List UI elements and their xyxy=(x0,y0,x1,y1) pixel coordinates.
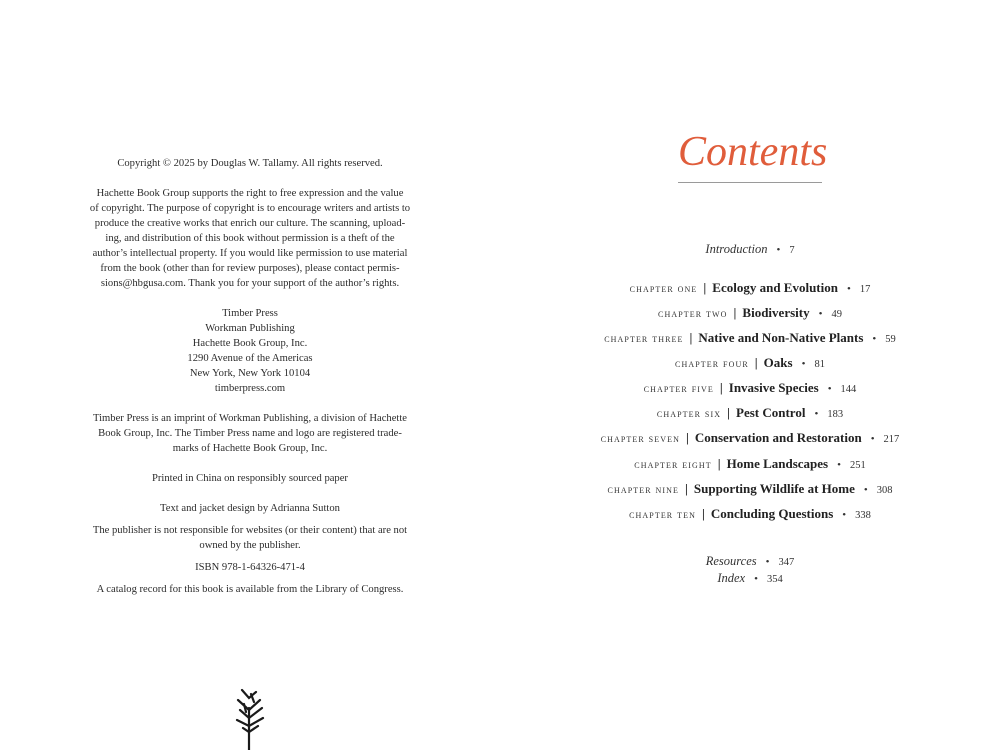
rights-line: sions@hbgusa.com. Thank you for your support of the author’s rights. xyxy=(100,278,400,289)
disclaimer-line: owned by the publisher. xyxy=(199,540,301,551)
chapter-label: chapter six xyxy=(656,408,722,420)
toc-page-number: 354 xyxy=(766,574,783,585)
toc-page-number: 59 xyxy=(885,334,896,345)
bullet-separator: • xyxy=(842,509,847,521)
toc-chapter[interactable] xyxy=(500,354,1000,374)
toc-page-number: 81 xyxy=(814,359,825,370)
bullet-separator: • xyxy=(863,484,868,496)
toc-chapter[interactable] xyxy=(500,404,1000,424)
bar-separator: | xyxy=(719,380,723,395)
address-line: New York, New York 10104 xyxy=(189,368,311,379)
address-line: 1290 Avenue of the Americas xyxy=(187,353,313,364)
rights-line: author’s intellectual property. If you would like permission to use material xyxy=(92,248,408,259)
address-line: Hachette Book Group, Inc. xyxy=(192,338,308,349)
chapter-title: Ecology and Evolution xyxy=(712,280,838,295)
address-line: Workman Publishing xyxy=(205,323,295,334)
bullet-separator: • xyxy=(827,383,832,395)
rights-paragraph xyxy=(85,186,415,291)
address-line: Timber Press xyxy=(222,308,278,319)
chapter-title: Pest Control xyxy=(736,405,806,420)
imprint-line: Timber Press is an imprint of Workman Publishing, a division of Hachette xyxy=(93,413,407,424)
toc-introduction[interactable] xyxy=(500,240,1000,260)
bullet-separator: • xyxy=(818,308,823,320)
bullet-separator: • xyxy=(801,358,806,370)
toc-page-number: 251 xyxy=(849,460,866,471)
toc-entry-title: Introduction xyxy=(705,242,768,256)
chapter-label: chapter one xyxy=(629,283,698,295)
rights-line: produce the creative works that enrich our culture. The scanning, upload- xyxy=(94,218,406,229)
rights-line: of copyright. The purpose of copyright is to encourage writers and artists to xyxy=(89,203,411,214)
printed-in: Printed in China on responsibly sourced paper xyxy=(152,473,348,484)
rights-line: Hachette Book Group supports the right to free expression and the value xyxy=(96,188,404,199)
bar-separator: | xyxy=(733,305,737,320)
toc-chapter[interactable] xyxy=(500,379,1000,399)
imprint-paragraph xyxy=(85,411,415,456)
bullet-separator: • xyxy=(837,459,841,471)
toc-chapter[interactable] xyxy=(500,480,1000,500)
chapter-label: chapter three xyxy=(604,333,684,345)
chapter-label: chapter ten xyxy=(629,509,696,521)
chapter-label: chapter five xyxy=(643,383,714,395)
chapter-title: Invasive Species xyxy=(728,380,819,395)
bullet-separator: • xyxy=(872,333,877,345)
chapter-title: Native and Non-Native Plants xyxy=(698,330,864,345)
chapter-label: chapter eight xyxy=(634,459,712,471)
toc-chapter[interactable] xyxy=(500,329,1000,349)
bar-separator: | xyxy=(701,506,705,521)
bar-separator: | xyxy=(685,430,689,445)
title-rule xyxy=(678,182,822,183)
isbn: ISBN 978-1-64326-471-4 xyxy=(195,562,305,573)
bar-separator: | xyxy=(717,456,721,471)
toc-chapter[interactable] xyxy=(500,279,1000,299)
chapter-label: chapter seven xyxy=(600,433,680,445)
bullet-separator: • xyxy=(846,283,851,295)
bullet-separator: • xyxy=(776,244,781,256)
toc-entry-title: Index xyxy=(717,571,746,585)
bar-separator: | xyxy=(689,330,693,345)
toc-page-number: 49 xyxy=(831,309,842,320)
bullet-separator: • xyxy=(870,433,875,445)
imprint-line: marks of Hachette Book Group, Inc. xyxy=(172,443,328,454)
bar-separator: | xyxy=(754,355,758,370)
rights-line: from the book (other than for review purposes), please contact permis- xyxy=(100,263,400,274)
chapter-title: Supporting Wildlife at Home xyxy=(693,481,855,496)
bullet-separator: • xyxy=(765,556,770,568)
publisher-disclaimer xyxy=(85,523,415,553)
contents-title: Contents xyxy=(678,129,828,175)
tree-ornament-icon xyxy=(232,688,268,750)
toc-page-number: 7 xyxy=(789,245,795,256)
chapter-title: Home Landscapes xyxy=(726,456,829,471)
toc-page-number: 17 xyxy=(859,284,871,295)
chapter-title: Conservation and Restoration xyxy=(694,430,862,445)
bullet-separator: • xyxy=(754,573,758,585)
design-credit: Text and jacket design by Adrianna Sutton xyxy=(160,503,340,514)
toc-page-number: 338 xyxy=(855,510,871,521)
bar-separator: | xyxy=(727,405,730,420)
chapter-title: Concluding Questions xyxy=(710,506,834,521)
toc-back-matter[interactable] xyxy=(500,569,1000,589)
chapter-title: Oaks xyxy=(763,355,793,370)
toc-chapter[interactable] xyxy=(500,304,1000,324)
toc-entry-title: Resources xyxy=(705,554,757,568)
chapter-label: chapter four xyxy=(675,358,749,370)
toc-page-number: 183 xyxy=(827,409,844,420)
toc-page-number: 144 xyxy=(840,384,857,395)
copyright-line: Copyright © 2025 by Douglas W. Tallamy. All rights reserved. xyxy=(117,158,383,169)
chapter-label: chapter nine xyxy=(607,484,680,496)
bar-separator: | xyxy=(685,481,688,496)
toc-page-number: 347 xyxy=(778,557,795,568)
catalog-record: A catalog record for this book is available from the Library of Congress. xyxy=(96,584,404,595)
contents-page xyxy=(500,0,1000,750)
toc-chapter[interactable] xyxy=(500,429,1000,449)
toc-page-number: 217 xyxy=(883,434,900,445)
rights-line: ing, and distribution of this book without permission is a theft of the xyxy=(105,233,395,244)
publisher-address xyxy=(85,306,415,396)
disclaimer-line: The publisher is not responsible for websites (or their content) that are not xyxy=(92,525,408,536)
bullet-separator: • xyxy=(814,408,819,420)
copyright-block xyxy=(85,156,415,604)
chapter-label: chapter two xyxy=(658,308,728,320)
toc-chapter[interactable] xyxy=(500,505,1000,525)
toc-page-number: 308 xyxy=(876,485,893,496)
imprint-line: Book Group, Inc. The Timber Press name and logo are registered trade- xyxy=(98,428,402,439)
bar-separator: | xyxy=(703,280,707,295)
chapter-title: Biodiversity xyxy=(742,305,810,320)
toc-chapter[interactable] xyxy=(500,455,1000,475)
address-line: timberpress.com xyxy=(214,383,286,394)
